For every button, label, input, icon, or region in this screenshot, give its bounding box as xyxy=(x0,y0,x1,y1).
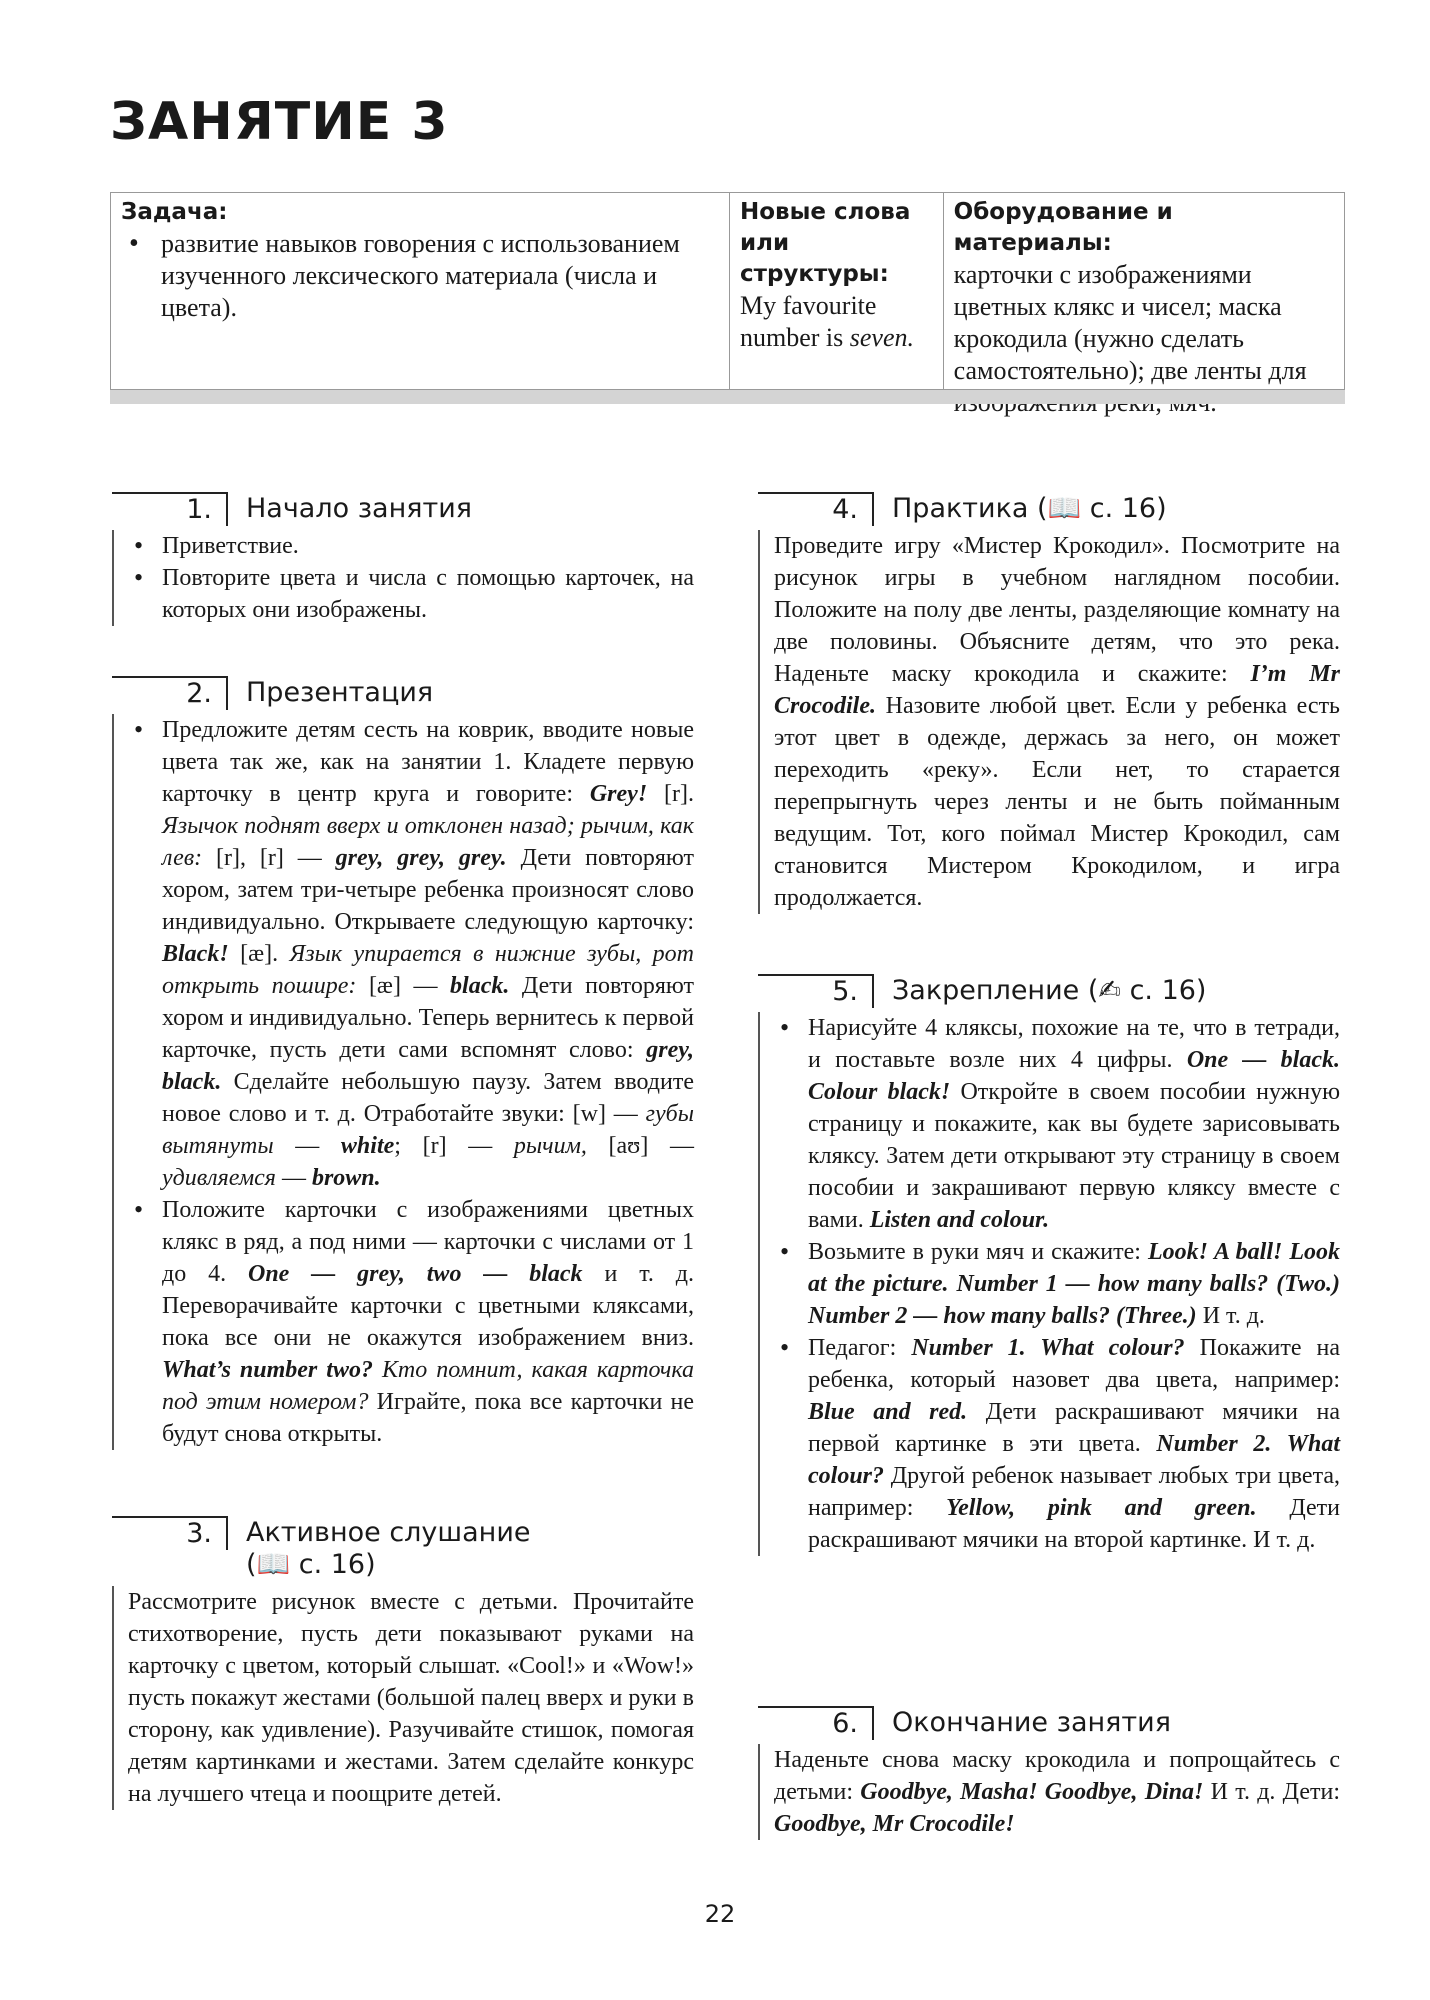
text-run: [æ]. xyxy=(228,941,290,967)
section-4-header xyxy=(758,486,1340,526)
pronunciation-hint: губы вытянуты xyxy=(162,1101,694,1159)
text-run: ; [r] — xyxy=(394,1133,514,1159)
task-column xyxy=(111,193,730,389)
text-run: Нарисуйте 4 кляксы, похожие на те, что в тетради, и поставьте возле них 4 цифры. xyxy=(808,1015,1340,1073)
english-phrase: Number 2. What colour? xyxy=(808,1431,1341,1489)
text-run: Дети повторяют хором, затем три-четыре ребенка произносят слово индивидуально. Открываете следующую карточку: xyxy=(162,845,695,935)
english-phrase: What’s number two? xyxy=(162,1357,373,1383)
task-item: • развитие навыков говорения с использованием изученного лексического материала (числа и цвета). xyxy=(121,228,719,324)
text-run: И т. д. xyxy=(1196,1303,1265,1329)
text-run: Откройте в своем пособии нужную страницу и покажите, как вы будете зарисовывать кляксу. Затем дети открывают эту страницу в своем пособии и закрашивают первую кляксу вместе с вами. xyxy=(808,1079,1340,1233)
section-4-body xyxy=(758,530,1340,914)
italic-question: Кто помнит, какая карточка под этим номером? xyxy=(162,1357,695,1415)
new-words-plain: My favourite number is xyxy=(739,291,877,352)
text-run: Возьмите в руки мяч и скажите: xyxy=(808,1239,1148,1265)
section-5-header xyxy=(758,968,1340,1008)
pronunciation-hint: Язык упирается в нижние зубы, рот открыть пошире: xyxy=(162,941,694,999)
equipment-label: Оборудование и материалы: xyxy=(953,199,1173,256)
section-4 xyxy=(758,486,1340,914)
pronunciation-hint: рычим, xyxy=(513,1133,587,1159)
section-2-header xyxy=(112,670,694,710)
english-word: grey, black. xyxy=(162,1037,694,1095)
english-phrase: Number 1. What colour? xyxy=(911,1335,1185,1361)
english-word: Grey! xyxy=(589,781,648,807)
text-run: [r], [r] — xyxy=(202,845,336,871)
english-phrase: One — grey, two — black xyxy=(248,1261,583,1287)
section-1-body xyxy=(112,530,694,626)
pronunciation-hint: Язычок поднят вверх и отклонен назад; рычим, как лев: xyxy=(162,813,694,871)
english-phrase: Look! A ball! Look at the picture. Number 1 — how many balls? (Two.) Number 2 — how many balls? (Three.) xyxy=(808,1239,1340,1329)
pronunciation-hint: удивляемся xyxy=(162,1165,276,1191)
list-item: • Приветствие. xyxy=(128,530,694,562)
section-number: 6. xyxy=(758,1706,874,1740)
section-title: Активное слушание xyxy=(246,1517,531,1548)
paragraph xyxy=(774,1744,1340,1840)
section-number: 4. xyxy=(758,492,874,526)
section-number: 5. xyxy=(758,974,874,1008)
new-words-column xyxy=(730,193,944,389)
text-run: Проведите игру «Мистер Крокодил». Посмотрите на рисунок игры в учебном наглядном пособии. Положите на полу две ленты, разделяющие комнату на две половины. Объясните детям, что это река. Наденьте маску крокодила и скажите: xyxy=(774,533,1340,687)
english-word: Black! xyxy=(162,941,229,967)
text-run: Играйте, пока все карточки не будут снова открыты. xyxy=(162,1389,694,1447)
text-run: Педагог: xyxy=(808,1335,912,1361)
section-title-ref: (📖 с. 16) xyxy=(246,1549,376,1580)
task-label: Задача: xyxy=(121,199,228,225)
text-run: [æ] — xyxy=(356,973,451,999)
text-run xyxy=(373,1357,382,1383)
section-title: Начало занятия xyxy=(246,493,473,524)
section-5-body xyxy=(758,1012,1340,1556)
english-word: black. xyxy=(450,973,510,999)
english-phrase: Goodbye, Mr Crocodile! xyxy=(774,1811,1015,1837)
english-phrase: I’m Mr Crocodile. xyxy=(774,661,1340,719)
english-word: grey, grey, grey. xyxy=(335,845,507,871)
equipment-text: карточки с изображениями цветных клякс и чисел; маска крокодила (нужно сделать самостоятельно); две ленты для xyxy=(953,260,1307,385)
text-run: [r]. xyxy=(647,781,694,807)
text-run: Наденьте снова маску крокодила и попрощайтесь с детьми: xyxy=(774,1747,1340,1805)
section-1-header xyxy=(112,486,694,526)
paragraph xyxy=(774,530,1340,914)
english-phrase: Blue and red. xyxy=(808,1399,968,1425)
english-phrase: Goodbye, Masha! Goodbye, Dina! xyxy=(860,1779,1204,1805)
list-item xyxy=(774,1012,1340,1236)
list-item xyxy=(774,1236,1340,1332)
english-word: brown. xyxy=(311,1165,381,1191)
section-6-header xyxy=(758,1700,1340,1740)
section-number: 2. xyxy=(112,676,228,710)
text-run: [aʊ] — xyxy=(586,1133,694,1159)
page-number: 22 xyxy=(704,1900,736,1928)
section-3-header xyxy=(112,1510,694,1550)
section-2-body xyxy=(112,714,694,1450)
text-run: Другой ребенок называет любых три цвета, например: xyxy=(808,1463,1340,1521)
section-3-body xyxy=(112,1586,694,1810)
task-list xyxy=(121,228,719,324)
lesson-header-table xyxy=(110,192,1345,390)
section-5 xyxy=(758,968,1340,1556)
english-word: white xyxy=(340,1133,395,1159)
english-phrase: Yellow, pink and green. xyxy=(946,1495,1257,1521)
list-item: • Повторите цвета и числа с помощью карточек, на которых они изображены. xyxy=(128,562,694,626)
list-item xyxy=(128,1194,694,1450)
section-title: Закрепление (✍ с. 16) xyxy=(892,975,1207,1006)
section-title: Практика (📖 с. 16) xyxy=(892,493,1167,524)
english-phrase: One — black. Colour black! xyxy=(808,1047,1340,1105)
section-2 xyxy=(112,670,694,1450)
section-number: 1. xyxy=(112,492,228,526)
new-words-text xyxy=(740,290,933,354)
text-run: и т. д. Переворачивайте карточки с цветными кляксами, пока все они не окажутся изображением вниз. xyxy=(162,1261,694,1351)
new-words-label: Новые слова или структуры: xyxy=(739,199,911,287)
text-run: И т. д. Дети: xyxy=(1203,1779,1340,1805)
text-run: Дети раскрашивают мячики на второй картинке. И т. д. xyxy=(808,1495,1340,1553)
equipment-column xyxy=(944,193,1344,389)
section-6 xyxy=(758,1700,1340,1840)
text-run: Дети повторяют хором и индивидуально. Теперь вернитесь к первой карточке, пусть дети сами вспомнят слово: xyxy=(162,973,694,1063)
list-item xyxy=(128,714,694,1194)
paragraph: Рассмотрите рисунок вместе с детьми. Прочитайте стихотворение, пусть дети показывают руками на карточку с цветом, который слышат. «Cool!» и «Wow!» пусть покажут жестами (большой палец вверх и руки в сторону, как удивление). Разучивайте стишок, помогая детям картинками и жестами. Затем сделайте конкурс на лучшего чтеца и поощрите детей. xyxy=(128,1589,694,1807)
header-shadow xyxy=(110,390,1345,404)
english-phrase: Listen and colour. xyxy=(869,1207,1050,1233)
section-6-body xyxy=(758,1744,1340,1840)
text-run: Назовите любой цвет. Если у ребенка есть этот цвет в одежде, держась за него, он может переходить «реку». Если нет, то старается перепрыгнуть через ленты и не быть пойманным ведущим. Тот, кого поймал Мистер Крокодил, сам становится Мистером Крокодилом, и игра продолжается. xyxy=(774,693,1340,911)
section-title: Окончание занятия xyxy=(892,1707,1171,1738)
text-run: — xyxy=(275,1165,312,1191)
section-3 xyxy=(112,1510,694,1810)
text-run: Предложите детям сесть на коврик, вводите новые цвета так же, как на занятии 1. Кладете первую карточку в центр круга и говорите: xyxy=(162,717,694,807)
page-title: ЗАНЯТИЕ 3 xyxy=(110,92,449,152)
text-run: Дети раскрашивают мячики на первой картинке в эти цвета. xyxy=(808,1399,1341,1457)
text-run: Сделайте небольшую паузу. Затем вводите новое слово и т. д. Отработайте звуки: [w] — xyxy=(162,1069,694,1127)
text-run: — xyxy=(273,1133,341,1159)
list-item xyxy=(774,1332,1340,1556)
new-words-italic: seven. xyxy=(849,323,914,352)
section-title: Презентация xyxy=(246,677,434,708)
text-run: Покажите на ребенка, который назовет два цвета, например: xyxy=(808,1335,1340,1393)
text-run: Положите карточки с изображениями цветных клякс в ряд, а под ними — карточки с числами от 1 до 4. xyxy=(162,1197,694,1287)
section-number: 3. xyxy=(112,1516,228,1550)
section-1 xyxy=(112,486,694,626)
